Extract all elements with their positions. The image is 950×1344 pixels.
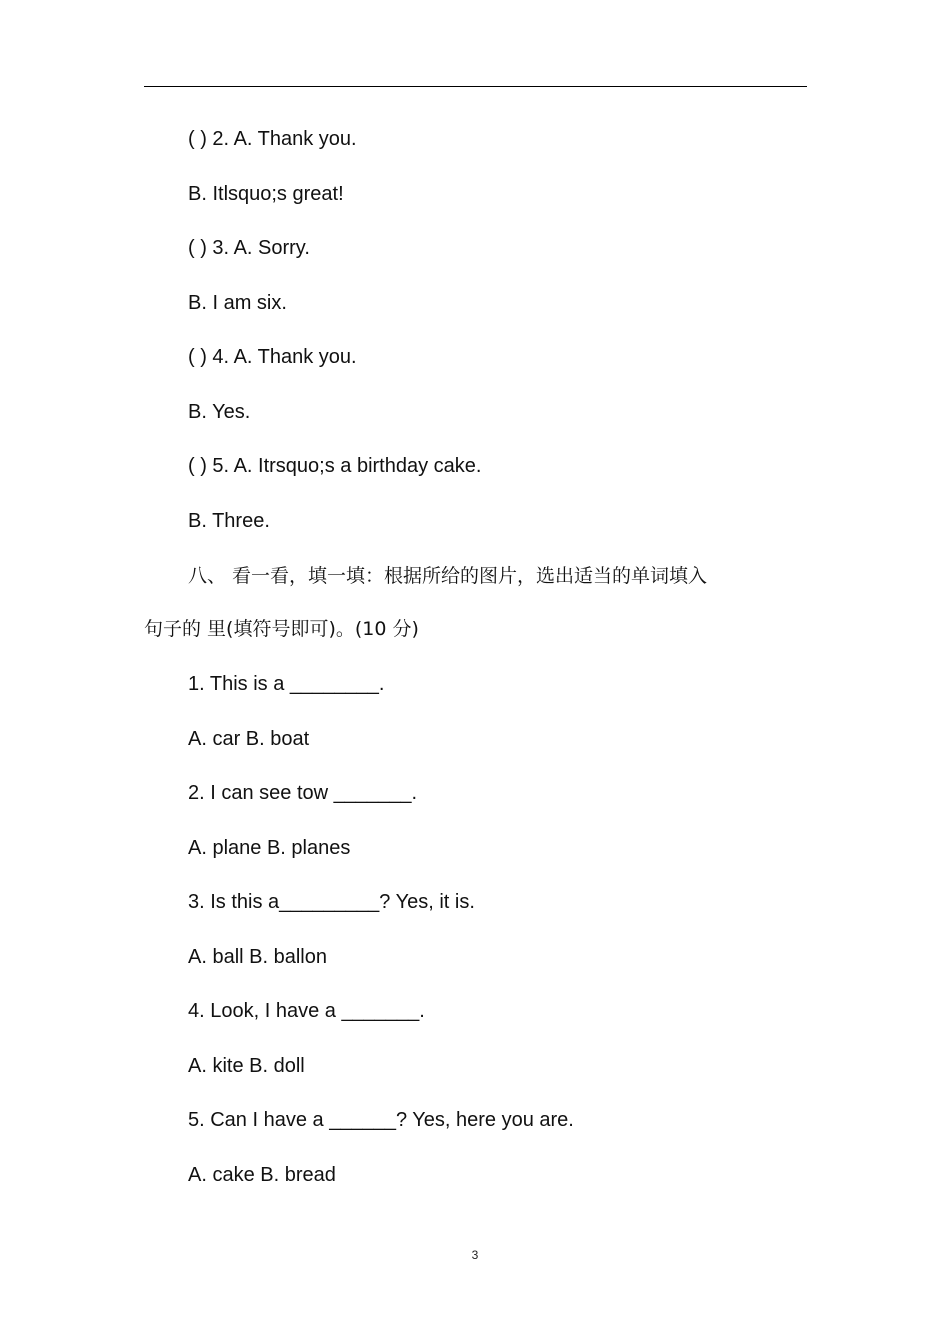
fill-question-3: 3. Is this a_________? Yes, it is. [188, 891, 475, 913]
question-5-option-a: ( ) 5. A. Itrsquo;s a birthday cake. [188, 455, 482, 477]
fill-question-2-options: A. plane B. planes [188, 837, 351, 859]
question-2-option-a: ( ) 2. A. Thank you. [188, 128, 357, 150]
question-3-option-a: ( ) 3. A. Sorry. [188, 237, 310, 259]
question-3-option-b: B. I am six. [188, 292, 287, 314]
question-4-option-a: ( ) 4. A. Thank you. [188, 346, 357, 368]
question-5-option-b: B. Three. [188, 510, 270, 532]
fill-question-5-options: A. cake B. bread [188, 1164, 336, 1186]
page-number: 3 [471, 1248, 479, 1262]
fill-question-1: 1. This is a ________. [188, 673, 385, 695]
fill-question-4: 4. Look, I have a _______. [188, 1000, 425, 1022]
fill-question-2: 2. I can see tow _______. [188, 782, 418, 804]
fill-question-1-options: A. car B. boat [188, 728, 310, 750]
fill-question-4-options: A. kite B. doll [188, 1055, 305, 1077]
section-8-heading: 八、 看一看，填一填：根据所给的图片，选出适当的单词填入 [188, 565, 708, 587]
fill-question-3-options: A. ball B. ballon [188, 946, 327, 968]
header-rule [144, 86, 807, 87]
question-4-option-b: B. Yes. [188, 401, 251, 423]
section-8-heading-continued: 句子的 里(填符号即可)。(10 分) [144, 618, 419, 640]
question-2-option-b: B. Itlsquo;s great! [188, 183, 344, 205]
fill-question-5: 5. Can I have a ______? Yes, here you are. [188, 1109, 574, 1131]
